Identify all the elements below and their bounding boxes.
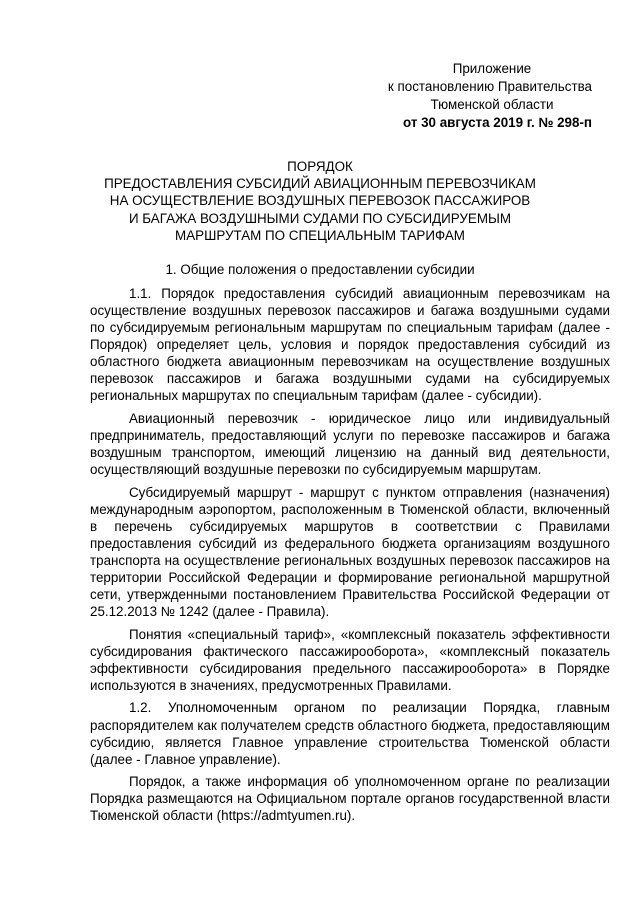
document-title bbox=[70, 158, 570, 244]
appendix-header bbox=[352, 60, 592, 132]
section-body bbox=[90, 285, 610, 830]
paragraph: Субсидируемый маршрут - маршрут с пунктом отправления (назначения) международным аэропортом, расположенным в Тюменской области, включенный в перечень субсидируемых маршрутов в соответствии с Правилами предоставления субсидий из федерального бюджета организациям воздушного транспорта на осуществление региональных воздушных перевозок пассажиров на территории Российской Федерации и формирование региональной маршрутной сети, утвержденными постановлением Правительства Российской Федерации от 25.12.2013 № 1242 (далее - Правила). bbox=[90, 484, 610, 620]
appendix-reference: к постановлению Правительства bbox=[387, 79, 592, 94]
paragraph: Понятия «специальный тариф», «комплексный показатель эффективности субсидирования фактического пассажирооборота», «комплексный показатель эффективности субсидирования предельного пассажирооборота» в Порядке используются в значениях, предусмотренных Правилами. bbox=[90, 626, 610, 693]
title-line-3: НА ОСУЩЕСТВЛЕНИЕ ВОЗДУШНЫХ ПЕРЕВОЗОК ПАССАЖИРОВ bbox=[109, 193, 531, 209]
paragraph: 1.1. Порядок предоставления субсидий авиационным перевозчикам на осуществление воздушных перевозок пассажиров и багажа воздушными судами по субсидируемым региональным маршрутам по специальным тарифам (далее - Порядок) определяет цель, условия и порядок предоставления субсидий из областного бюджета авиационным перевозчикам на осуществление воздушных перевозок пассажиров и багажа воздушными судами на субсидируемых региональных маршрутах по специальным тарифам (далее - субсидии). bbox=[90, 286, 610, 404]
title-line-5: МАРШРУТАМ ПО СПЕЦИАЛЬНЫМ ТАРИФАМ bbox=[175, 227, 465, 243]
section-heading: 1. Общие положения о предоставлении субсидии bbox=[165, 262, 475, 277]
appendix-region: Тюменской области bbox=[430, 97, 554, 112]
appendix-date-number: от 30 августа 2019 г. № 298-п bbox=[402, 115, 592, 130]
title-line-2: ПРЕДОСТАВЛЕНИЯ СУБСИДИЙ АВИАЦИОННЫМ ПЕРЕВОЗЧИКАМ bbox=[104, 176, 536, 192]
paragraph: Порядок, а также информация об уполномоченном органе по реализации Порядка размещаются на Официальном портале органов государственной власти Тюменской области (https://admtyumen.ru). bbox=[90, 774, 610, 824]
title-line-4: И БАГАЖА ВОЗДУШНЫМИ СУДАМИ ПО СУБСИДИРУЕМЫМ bbox=[128, 210, 512, 226]
paragraph: 1.2. Уполномоченным органом по реализации Порядка, главным распорядителем как получателем средств областного бюджета, предоставляющим субсидию, является Главное управление строительства Тюменской области (далее - Главное управление). bbox=[90, 700, 610, 767]
title-line-1: ПОРЯДОК bbox=[287, 159, 353, 174]
paragraph: Авиационный перевозчик - юридическое лицо или индивидуальный предприниматель, предоставляющий услуги по перевозке пассажиров и багажа воздушным транспортом, имеющий лицензию на данный вид деятельности, осуществляющий воздушные перевозки по субсидируемым маршрутам. bbox=[90, 410, 610, 478]
appendix-label: Приложение bbox=[452, 61, 532, 76]
